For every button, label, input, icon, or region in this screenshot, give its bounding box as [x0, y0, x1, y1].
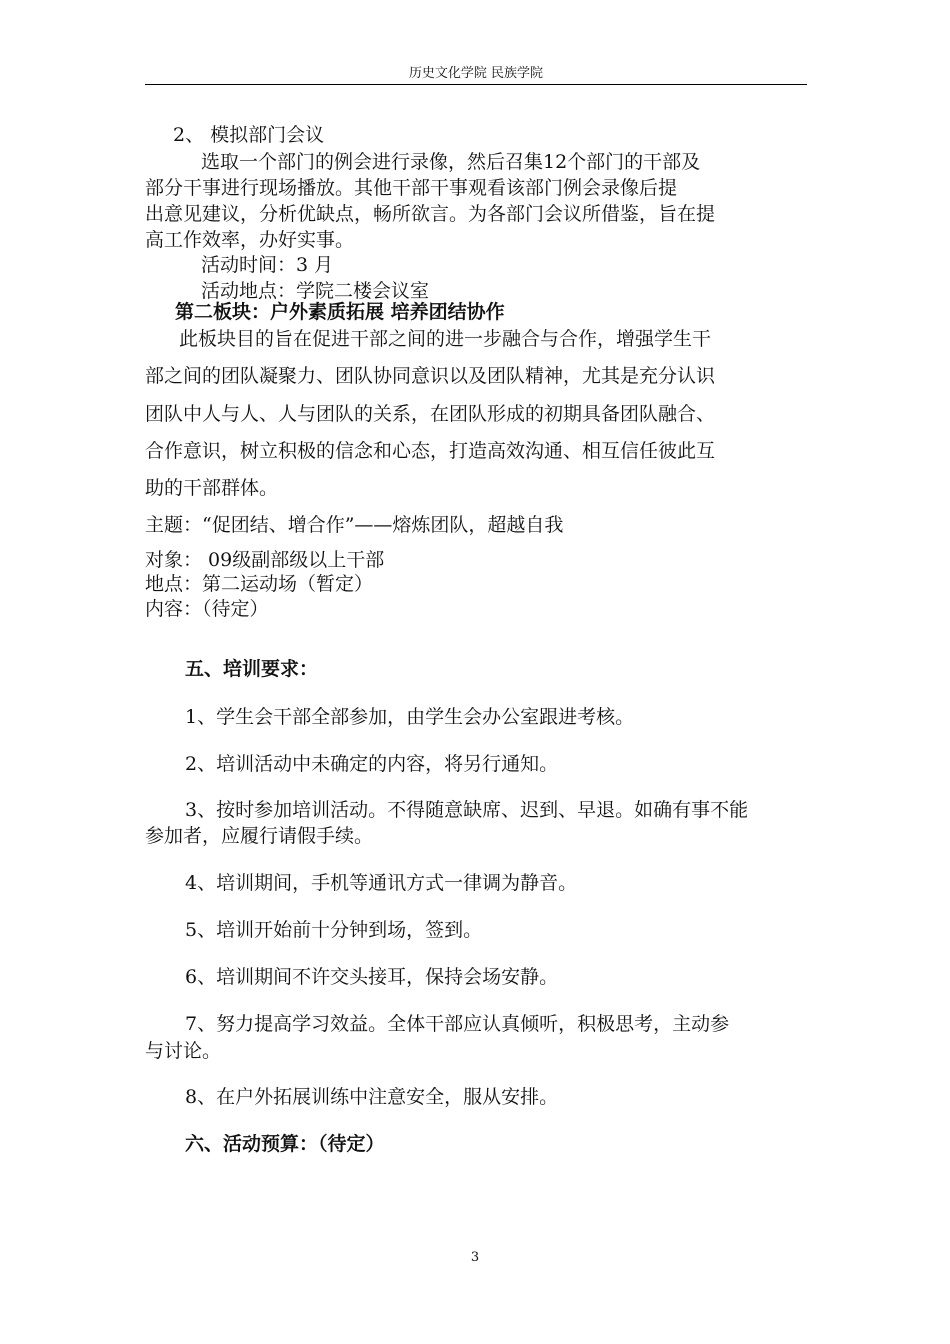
block2-desc-line: 助的干部群体。: [145, 477, 279, 499]
requirement-item: 7、努力提高学习效益。全体干部应认真倾听，积极思考，主动参: [185, 1013, 730, 1035]
block2-desc-line: 此板块目的旨在促进干部之间的进一步融合与合作，增强学生干: [179, 328, 712, 350]
requirement-item: 2、培训活动中未确定的内容，将另行通知。: [185, 753, 559, 775]
meeting-desc-line: 部分干事进行现场播放。其他干部干事观看该部门例会录像后提: [145, 177, 678, 199]
meeting-desc-line: 选取一个部门的例会进行录像，然后召集12个部门的干部及: [201, 151, 701, 173]
requirement-item: 3、按时参加培训活动。不得随意缺席、迟到、早退。如确有事不能: [185, 799, 749, 821]
requirements-heading: 五、培训要求：: [185, 658, 319, 680]
page-number: 3: [470, 1250, 480, 1265]
meeting-desc-line: 高工作效率，办好实事。: [145, 229, 355, 251]
block2-title: 第二板块：户外素质拓展 培养团结协作: [175, 301, 505, 323]
meeting-place: 活动地点：学院二楼会议室: [201, 280, 430, 302]
block2-desc-line: 部之间的团队凝聚力、团队协同意识以及团队精神，尤其是充分认识: [145, 365, 716, 387]
requirement-item: 8、在户外拓展训练中注意安全，服从安排。: [185, 1086, 559, 1108]
requirement-item: 4、培训期间，手机等通讯方式一律调为静音。: [185, 872, 578, 894]
requirement-item-cont: 参加者，应履行请假手续。: [145, 825, 374, 847]
requirement-item: 1、学生会干部全部参加，由学生会办公室跟进考核。: [185, 706, 635, 728]
meeting-desc-line: 出意见建议，分析优缺点，畅所欲言。为各部门会议所借鉴，旨在提: [145, 203, 716, 225]
header-rule: [145, 84, 807, 85]
block2-desc-line: 合作意识，树立积极的信念和心态，打造高效沟通、相互信任彼此互: [145, 440, 716, 462]
requirement-item-cont: 与讨论。: [145, 1040, 222, 1062]
requirement-item: 5、培训开始前十分钟到场，签到。: [185, 919, 483, 941]
requirement-item: 6、培训期间不许交头接耳，保持会场安静。: [185, 966, 559, 988]
page-header: 历史文化学院 民族学院: [408, 66, 544, 81]
block2-location: 地点：第二运动场（暂定）: [145, 573, 374, 595]
meeting-time: 活动时间：3 月: [201, 254, 334, 276]
block2-content: 内容：（待定）: [145, 598, 269, 620]
block2-target: 对象： 09级副部级以上干部: [145, 549, 385, 571]
budget-heading: 六、活动预算：（待定）: [185, 1133, 385, 1155]
block2-desc-line: 团队中人与人、人与团队的关系，在团队形成的初期具备团队融合、: [145, 403, 716, 425]
block2-theme: 主题：“促团结、增合作”——熔炼团队，超越自我: [145, 514, 564, 536]
meeting-heading: 2、 模拟部门会议: [173, 124, 325, 146]
